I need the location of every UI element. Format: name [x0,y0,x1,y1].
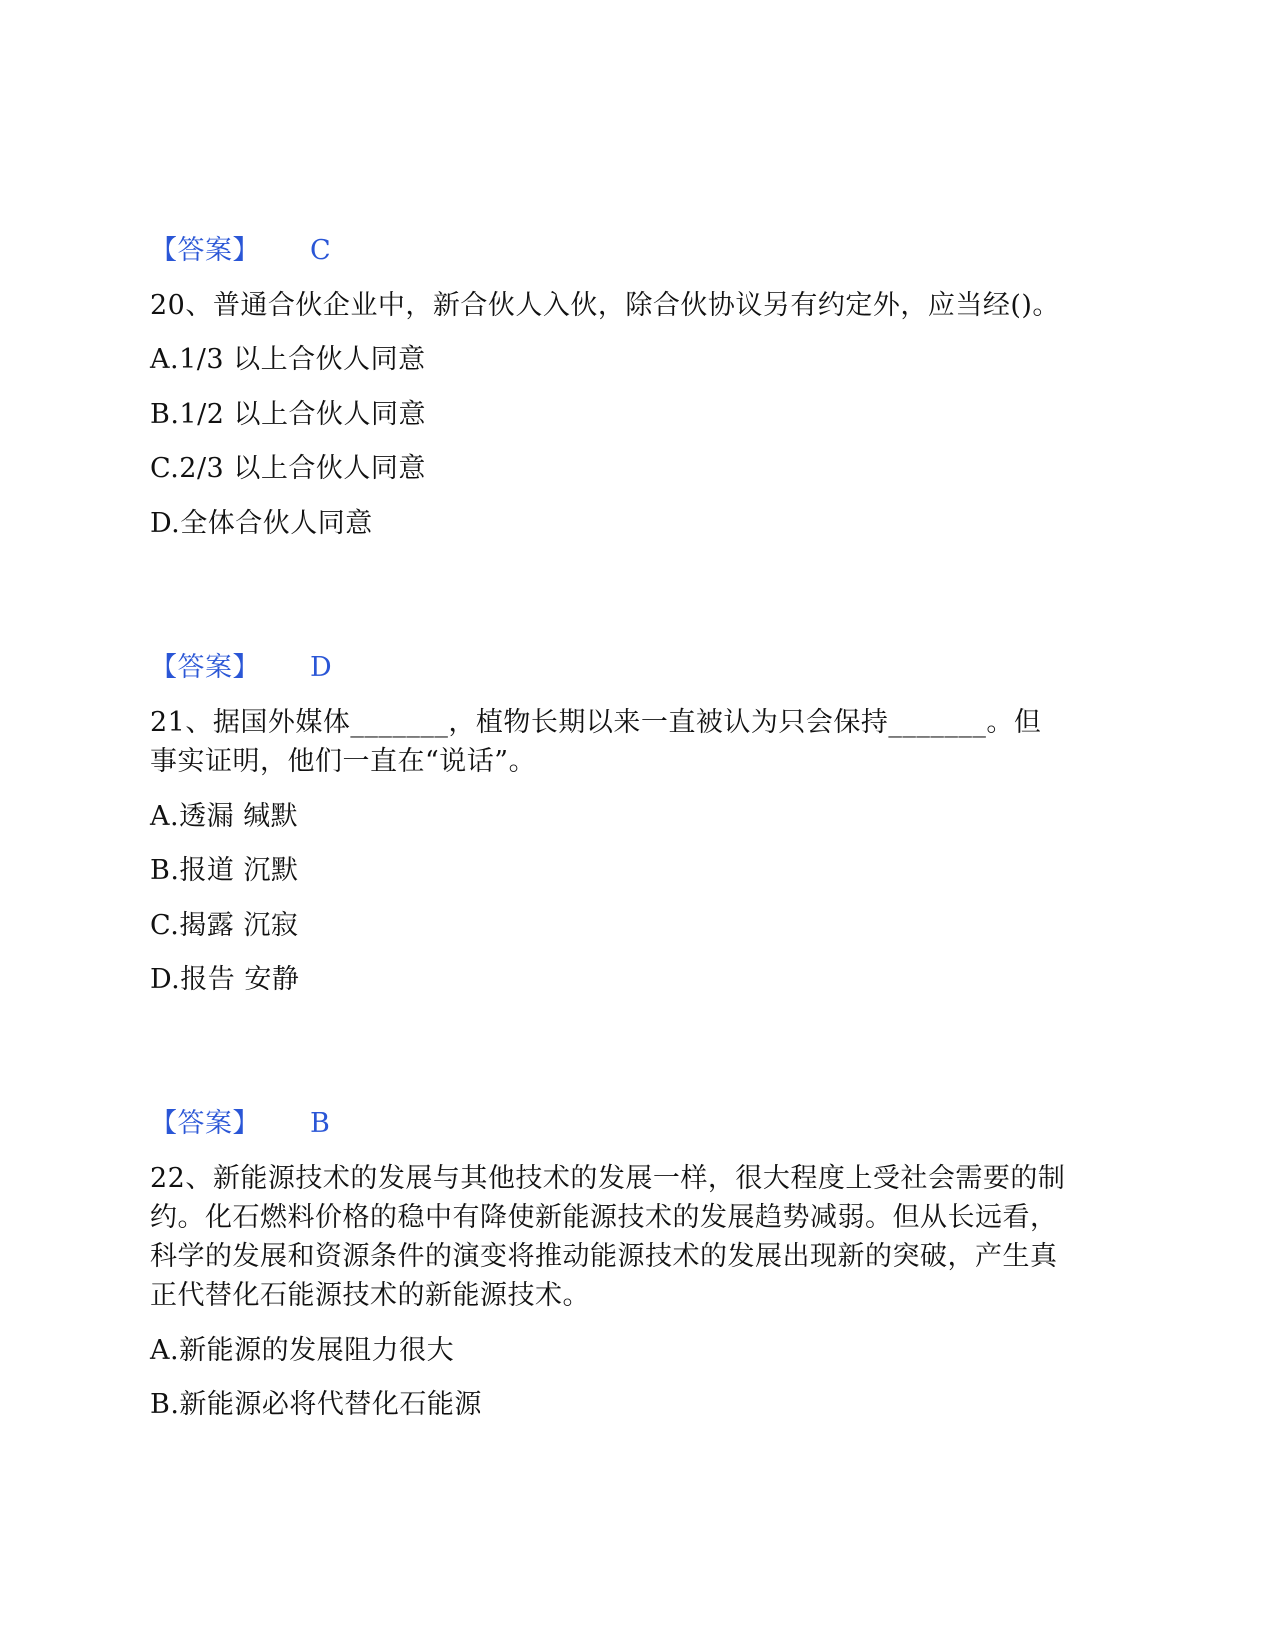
question-21-option-c: C.揭露 沉寂 [150,910,299,941]
question-22-stem-line-4: 正代替化石能源技术的新能源技术。 [150,1280,590,1311]
answer-value: D [310,652,333,683]
question-22-option-b: B.新能源必将代替化石能源 [150,1389,482,1420]
question-22-stem-line-1: 22、新能源技术的发展与其他技术的发展一样，很大程度上受社会需要的制 [150,1163,1066,1194]
answer-label: 【答案】 [150,1108,260,1139]
question-22-stem-line-3: 科学的发展和资源条件的演变将推动能源技术的发展出现新的突破，产生真 [150,1241,1058,1272]
answer-value: B [310,1108,331,1139]
question-21-option-a: A.透漏 缄默 [150,801,299,832]
answer-value: C [310,235,332,266]
question-20-option-c: C.2/3 以上合伙人同意 [150,453,426,484]
question-21-stem-line-2: 事实证明，他们一直在“说话”。 [150,746,537,777]
answer-line-19 [150,234,331,268]
question-20-option-a: A.1/3 以上合伙人同意 [150,344,426,375]
question-21-option-d: D.报告 安静 [150,964,300,995]
question-20-option-d: D.全体合伙人同意 [150,508,373,539]
answer-label: 【答案】 [150,652,260,683]
question-20-stem: 20、普通合伙企业中，新合伙人入伙，除合伙协议另有约定外，应当经()。 [150,290,1060,321]
question-22-stem-line-2: 约。化石燃料价格的稳中有降使新能源技术的发展趋势减弱。但从长远看， [150,1202,1058,1233]
answer-line-20 [150,651,332,685]
answer-label: 【答案】 [150,235,260,266]
question-20-option-b: B.1/2 以上合伙人同意 [150,399,426,430]
question-21-option-b: B.报道 沉默 [150,855,299,886]
question-22-option-a: A.新能源的发展阻力很大 [150,1335,455,1366]
answer-line-21 [150,1107,330,1141]
question-21-stem-line-1: 21、据国外媒体_______，植物长期以来一直被认为只会保持_______。但 [150,707,1042,738]
